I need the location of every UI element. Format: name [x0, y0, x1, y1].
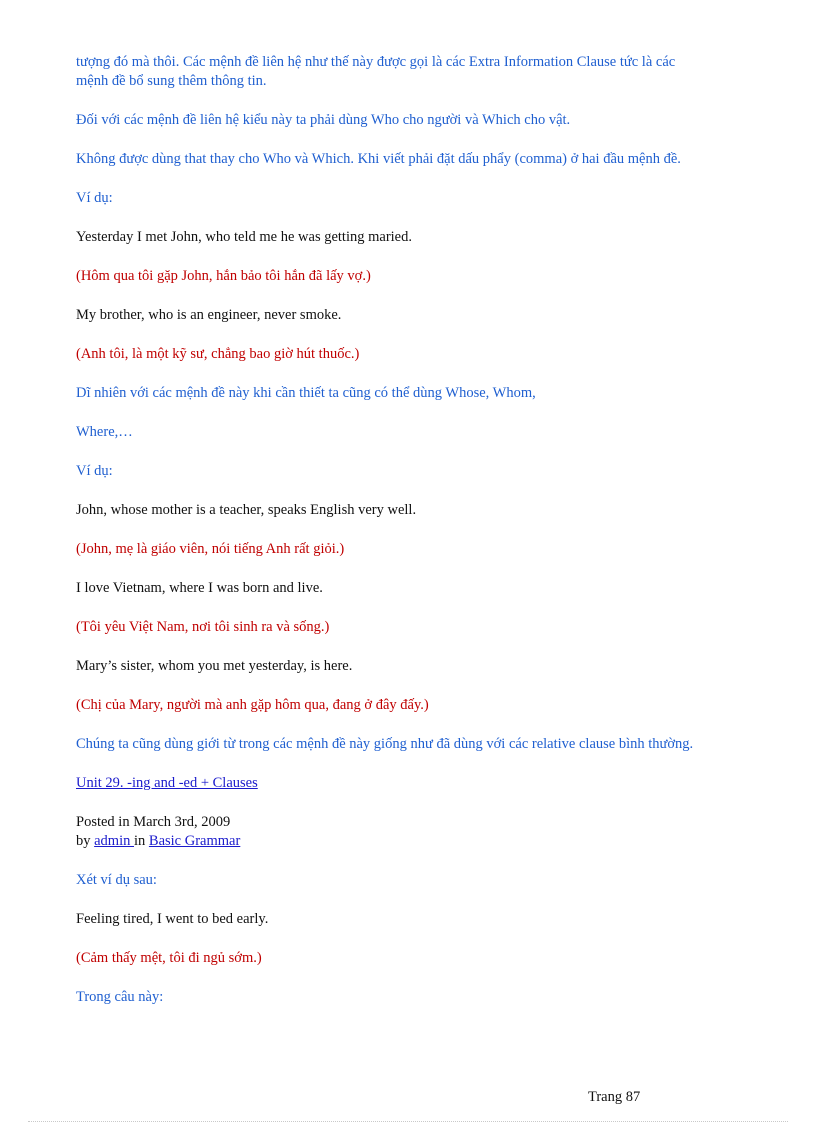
paragraph: I love Vietnam, where I was born and live. [76, 580, 323, 596]
unit-heading [76, 774, 706, 793]
paragraph: Trong câu này: [76, 989, 164, 1005]
category-link[interactable]: Basic Grammar [148, 833, 241, 849]
paragraph: (Tôi yêu Việt Nam, nơi tôi sinh ra và sống.) [76, 619, 330, 635]
paragraph-list [76, 53, 706, 754]
paragraph: (Cảm thấy mệt, tôi đi ngủ sớm.) [76, 950, 262, 966]
paragraph: John, whose mother is a teacher, speaks English very well. [76, 502, 417, 518]
paragraph-list-2 [76, 871, 706, 1007]
paragraph: tượng đó mà thôi. Các mệnh đề liên hệ như thế này được gọi là các Extra Information Clause tức là các mệnh đề bổ sung thêm thông tin. [76, 54, 676, 89]
paragraph: Đối với các mệnh đề liên hệ kiểu này ta phải dùng Who cho người và Which cho vật. [76, 112, 571, 128]
paragraph: Dĩ nhiên với các mệnh đề này khi cần thiết ta cũng có thể dùng Whose, Whom, [76, 385, 536, 401]
footer-rule [28, 1121, 788, 1122]
by-label: by [76, 833, 91, 849]
page-number: Trang 87 [588, 1089, 641, 1105]
author-link[interactable]: admin [94, 833, 134, 849]
unit-link[interactable]: Unit 29. -ing and -ed + Clauses [76, 775, 258, 791]
paragraph: (Hôm qua tôi gặp John, hắn bảo tôi hắn đã lấy vợ.) [76, 268, 371, 284]
paragraph: (Anh tôi, là một kỹ sư, chẳng bao giờ hút thuốc.) [76, 346, 360, 362]
byline [76, 832, 706, 851]
paragraph: Xét ví dụ sau: [76, 872, 157, 888]
post-meta [76, 813, 706, 851]
posted-label: Posted in [76, 814, 130, 830]
paragraph: Ví dụ: [76, 190, 113, 206]
paragraph: Where,… [76, 424, 133, 440]
paragraph: Không được dùng that thay cho Who và Which. Khi viết phải đặt dấu phẩy (comma) ở hai đầu mệnh đề. [76, 151, 681, 167]
paragraph: Mary’s sister, whom you met yesterday, is here. [76, 658, 353, 674]
document-page [76, 53, 706, 1027]
paragraph: My brother, who is an engineer, never smoke. [76, 307, 342, 323]
paragraph: Chúng ta cũng dùng giới từ trong các mệnh đề này giống như đã dùng với các relative clause bình thường. [76, 736, 694, 752]
paragraph: Feeling tired, I went to bed early. [76, 911, 269, 927]
posted-line [76, 813, 706, 832]
paragraph: Yesterday I met John, who teld me he was getting maried. [76, 229, 412, 245]
post-date: March 3rd, 2009 [133, 814, 231, 830]
paragraph: Ví dụ: [76, 463, 113, 479]
in-label: in [134, 833, 146, 849]
paragraph: (Chị của Mary, người mà anh gặp hôm qua, đang ở đây đấy.) [76, 697, 429, 713]
paragraph: (John, mẹ là giáo viên, nói tiếng Anh rất giỏi.) [76, 541, 345, 557]
